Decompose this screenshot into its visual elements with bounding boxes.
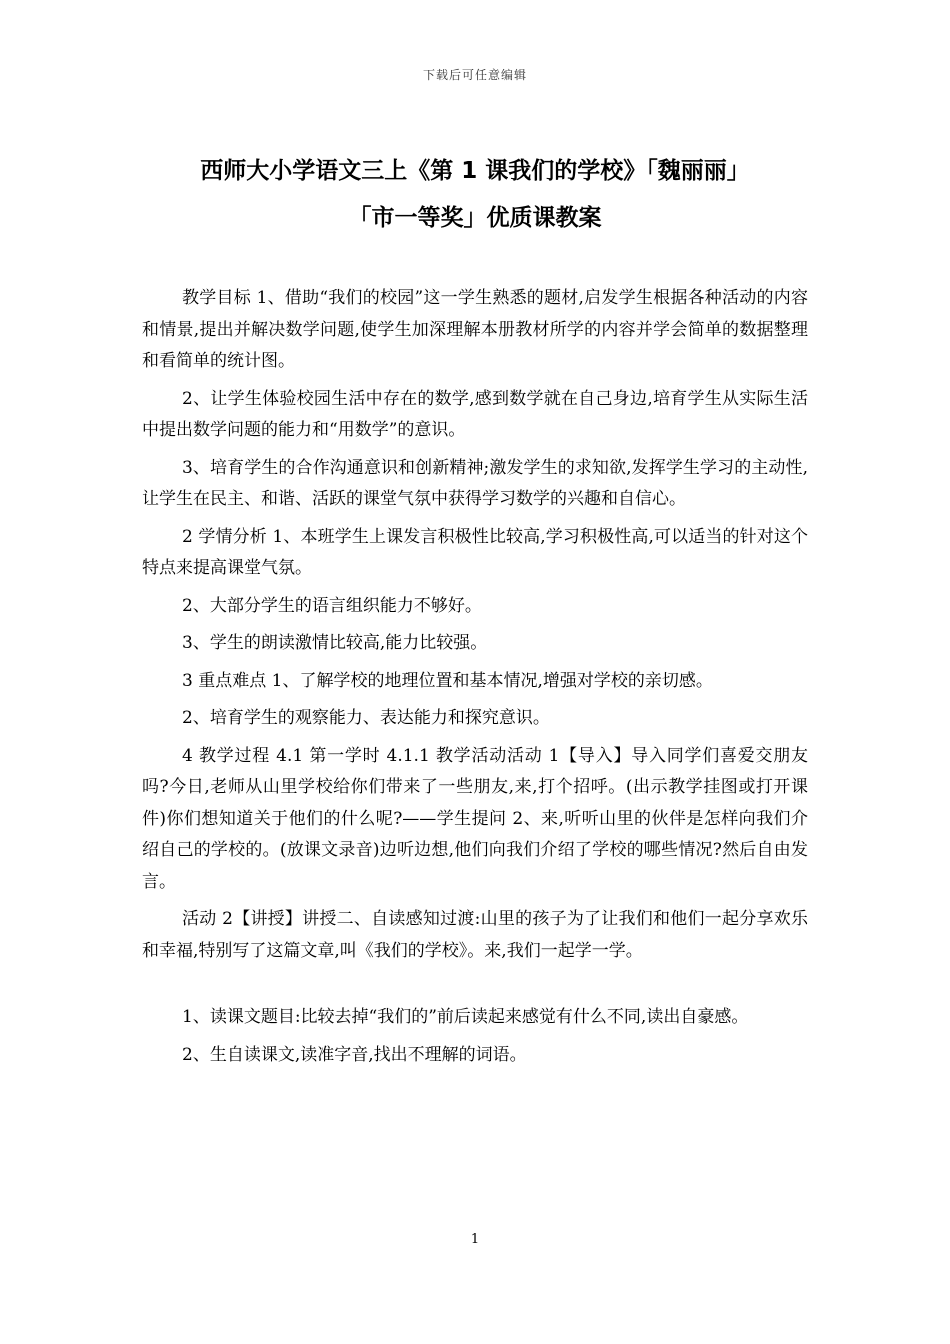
- paragraph-read-title: 1、读课文题目:比较去掉“我们的”前后读起来感觉有什么不同,读出自豪感。: [182, 1007, 749, 1027]
- paragraph-objective-3: 3、培育学生的合作沟通意识和创新精神;激发学生的求知欲,发挥学生学习的主动性,让学生在民主、和谐、活跃的课堂气氛中获得学习数学的兴趣和自信心。: [142, 457, 808, 509]
- paragraph-analysis-2: 2、大部分学生的语言组织能力不够好。: [182, 595, 482, 616]
- document-title-line-2: 「市一等奖」优质课教案: [348, 205, 602, 231]
- paragraph-teaching-process: 4 教学过程 4.1 第一学时 4.1.1 教学活动活动 1【导入】导入同学们喜爱交朋友吗?今日,老师从山里学校给你们带来了一些朋友,来,打个招呼。(出示教学挂图或打开课件)你们想知道关于他们的什么呢?——学生提问 2、来,听听山里的伙伴是怎样向我们介绍自己的学校的。(放课文录音)边听边想,他们向我们介绍了学校的哪些情况?然后自由发言。: [142, 745, 808, 892]
- document-body: [142, 283, 808, 1077]
- paragraph-teaching-objectives: 教学目标 1、借助“我们的校园”这一学生熟悉的题材,启发学生根据各种活动的内容和情景,提出并解决数学问题,使学生加深理解本册教材所学的内容并学会简单的数据整理和看简单的统计图。: [142, 288, 808, 371]
- paragraph-gap: [142, 973, 808, 1002]
- paragraph-analysis-3: 3、学生的朗读激情比较高,能力比较强。: [182, 633, 488, 653]
- paragraph-key-points-2: 2、培育学生的观察能力、表达能力和探究意识。: [182, 708, 550, 728]
- paragraph-key-points: 3 重点难点 1、了解学校的地理位置和基本情况,增强对学校的亲切感。: [182, 670, 713, 691]
- paragraph-objective-2: 2、让学生体验校园生活中存在的数学,感到数学就在自己身边,培育学生从实际生活中提出数学问题的能力和“用数学”的意识。: [142, 388, 808, 440]
- paragraph-student-analysis: 2 学情分析 1、本班学生上课发言积极性比较高,学习积极性高,可以适当的针对这个特点来提高课堂气氛。: [142, 526, 808, 578]
- document-title-line-1: 西师大小学语文三上《第 1 课我们的学校》「魏丽丽」: [200, 158, 750, 184]
- paragraph-activity-2: 活动 2【讲授】讲授二、自读感知过渡:山里的孩子为了让我们和他们一起分享欢乐和幸福,特别写了这篇文章,叫《我们的学校》。来,我们一起学一学。: [142, 909, 808, 961]
- page-number: 1: [470, 1232, 480, 1247]
- header-note: 下载后可任意编辑: [422, 68, 527, 82]
- paragraph-self-read: 2、生自读课文,读准字音,找出不理解的词语。: [182, 1044, 527, 1065]
